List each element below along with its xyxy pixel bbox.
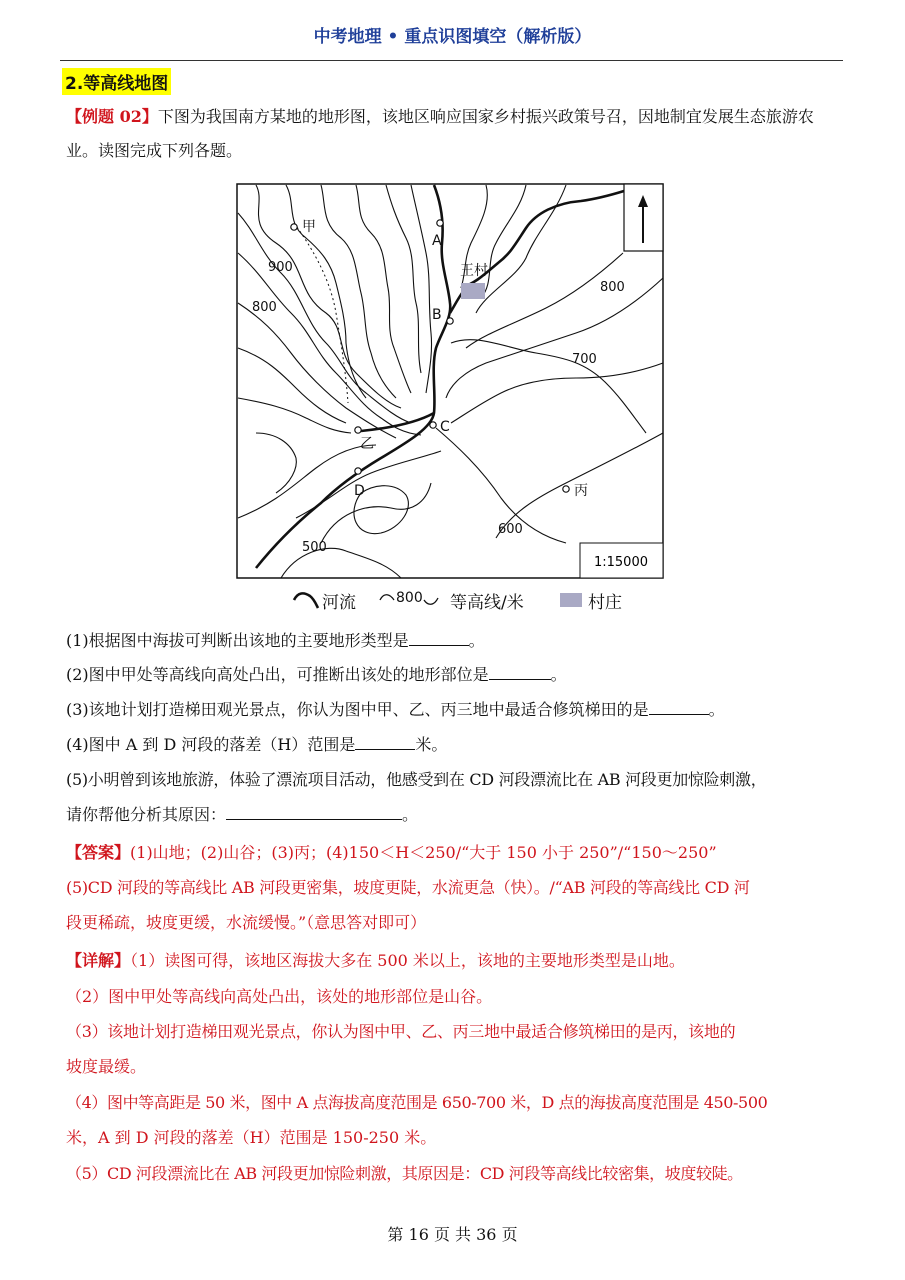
- legend-contour-label: 等高线/米: [450, 593, 524, 613]
- answer-line-1: [66, 836, 842, 870]
- question-5-end: 。: [402, 805, 419, 824]
- question-1-text: (1)根据图中海拔可判断出该地的主要地形类型是: [66, 631, 409, 650]
- contour-800-right-label: 800: [600, 280, 625, 295]
- question-1: [66, 624, 842, 658]
- label-d: D: [354, 483, 365, 499]
- question-2-text: (2)图中甲处等高线向高处凸出，可推断出该处的地形部位是: [66, 665, 489, 684]
- scale-label: 1:15000: [593, 555, 649, 570]
- label-village: 王村: [460, 263, 488, 279]
- question-5-line-2: [66, 798, 842, 832]
- detail-text-1: （1）读图可得，该地区海拔大多在 500 米以上，该地的主要地形类型是山地。: [130, 951, 685, 970]
- legend-river-label: 河流: [322, 593, 356, 613]
- contour-500-label: 500: [302, 540, 327, 555]
- point-bing-marker: [563, 486, 569, 492]
- answer-tag: 【答案】: [66, 843, 131, 862]
- question-2-end: 。: [550, 665, 567, 684]
- question-4: [66, 728, 842, 762]
- example-intro: [66, 100, 842, 168]
- detail-p3-line-1: （3）该地计划打造梯田观光景点，你认为图中甲、乙、丙三地中最适合修筑梯田的是丙，该地的: [66, 1022, 736, 1041]
- legend-contour-icon-right: [424, 598, 438, 604]
- answer-blank-1[interactable]: [409, 627, 469, 646]
- contour-800-left-label: 800: [252, 300, 277, 315]
- point-b-marker: [447, 318, 453, 324]
- answer-blank-2[interactable]: [489, 661, 551, 680]
- page-number: 第 16 页 共 36 页: [387, 1225, 518, 1244]
- legend-village-icon: [560, 593, 582, 607]
- question-3-text: (3)该地计划打造梯田观光景点，你认为图中甲、乙、丙三地中最适合修筑梯田的是: [66, 700, 649, 719]
- question-5-line-1: (5)小明曾到该地旅游，体验了漂流项目活动，他感受到在 CD 河段漂流比在 AB 河段更加惊险刺激，: [66, 770, 767, 789]
- legend-contour-icon-left: [380, 595, 394, 600]
- detail-p4-line-1: （4）图中等高距是 50 米，图中 A 点海拔高度范围是 650-700 米，D 点的海拔高度范围是 450-500: [66, 1093, 768, 1112]
- question-3-end: 。: [708, 700, 725, 719]
- example-text: 下图为我国南方某地的地形图，该地区响应国家乡村振兴政策号召，因地制宜发展生态旅游农业。读图完成下列各题。: [66, 107, 814, 160]
- topographic-map: [236, 183, 664, 579]
- point-c-marker: [430, 422, 436, 428]
- detail-p2: （2）图中甲处等高线向高处凸出，该处的地形部位是山谷。: [66, 987, 493, 1006]
- question-1-end: 。: [468, 631, 485, 650]
- village-marker: [461, 283, 485, 299]
- label-bing: 丙: [574, 483, 588, 499]
- answer-blank-4[interactable]: [355, 731, 415, 750]
- map-legend: [290, 586, 670, 614]
- point-a-marker: [437, 220, 443, 226]
- detail-tag: 【详解】: [66, 951, 131, 970]
- question-4-text: (4)图中 A 到 D 河段的落差（H）范围是: [66, 735, 356, 754]
- contour-map-svg: [236, 183, 664, 579]
- answer-line-2: (5)CD 河段的等高线比 AB 河段更密集，坡度更陡，水流更急（快）。/“AB 河段的等高线比 CD 河: [66, 878, 750, 897]
- contour-600-label: 600: [498, 522, 523, 537]
- detail-p1: [66, 944, 842, 978]
- section-title: 2.等高线地图: [62, 68, 171, 95]
- question-5-text: 请你帮他分析其原因：: [66, 805, 227, 824]
- label-a: A: [432, 233, 442, 249]
- page-header: 中考地理 • 重点识图填空（解析版）: [313, 27, 592, 47]
- label-b: B: [432, 307, 442, 323]
- example-tag: 【例题 02】: [66, 107, 158, 126]
- point-d-marker: [355, 468, 361, 474]
- legend-village-label: 村庄: [588, 593, 622, 613]
- point-yi-marker: [355, 427, 361, 433]
- contour-900-label: 900: [268, 260, 293, 275]
- question-2: [66, 658, 842, 692]
- answer-blank-5[interactable]: [226, 801, 402, 820]
- detail-p4-line-2: 米，A 到 D 河段的落差（H）范围是 150-250 米。: [66, 1128, 437, 1147]
- label-yi: 乙: [360, 436, 374, 452]
- legend-river-icon: [294, 593, 318, 608]
- question-3: [66, 693, 842, 727]
- detail-p5: （5）CD 河段漂流比在 AB 河段更加惊险刺激，其原因是：CD 河段等高线比较密集，坡度较陡。: [66, 1164, 743, 1183]
- label-jia: 甲: [302, 219, 316, 235]
- answer-blank-3[interactable]: [649, 696, 709, 715]
- question-4-end: 米。: [415, 735, 448, 754]
- contour-700-label: 700: [572, 352, 597, 367]
- detail-p3-line-2: 坡度最缓。: [66, 1057, 147, 1076]
- point-jia-marker: [291, 224, 297, 230]
- answer-line-3: 段更稀疏，坡度更缓，水流缓慢。”（意思答对即可）: [66, 913, 427, 932]
- label-c: C: [440, 419, 450, 435]
- legend-contour-value: 800: [396, 590, 423, 606]
- answer-text-1: (1)山地；(2)山谷；(3)丙；(4)150＜H＜250/“大于 150 小于 250”/“150～250”: [130, 843, 717, 862]
- header-divider: [60, 60, 843, 61]
